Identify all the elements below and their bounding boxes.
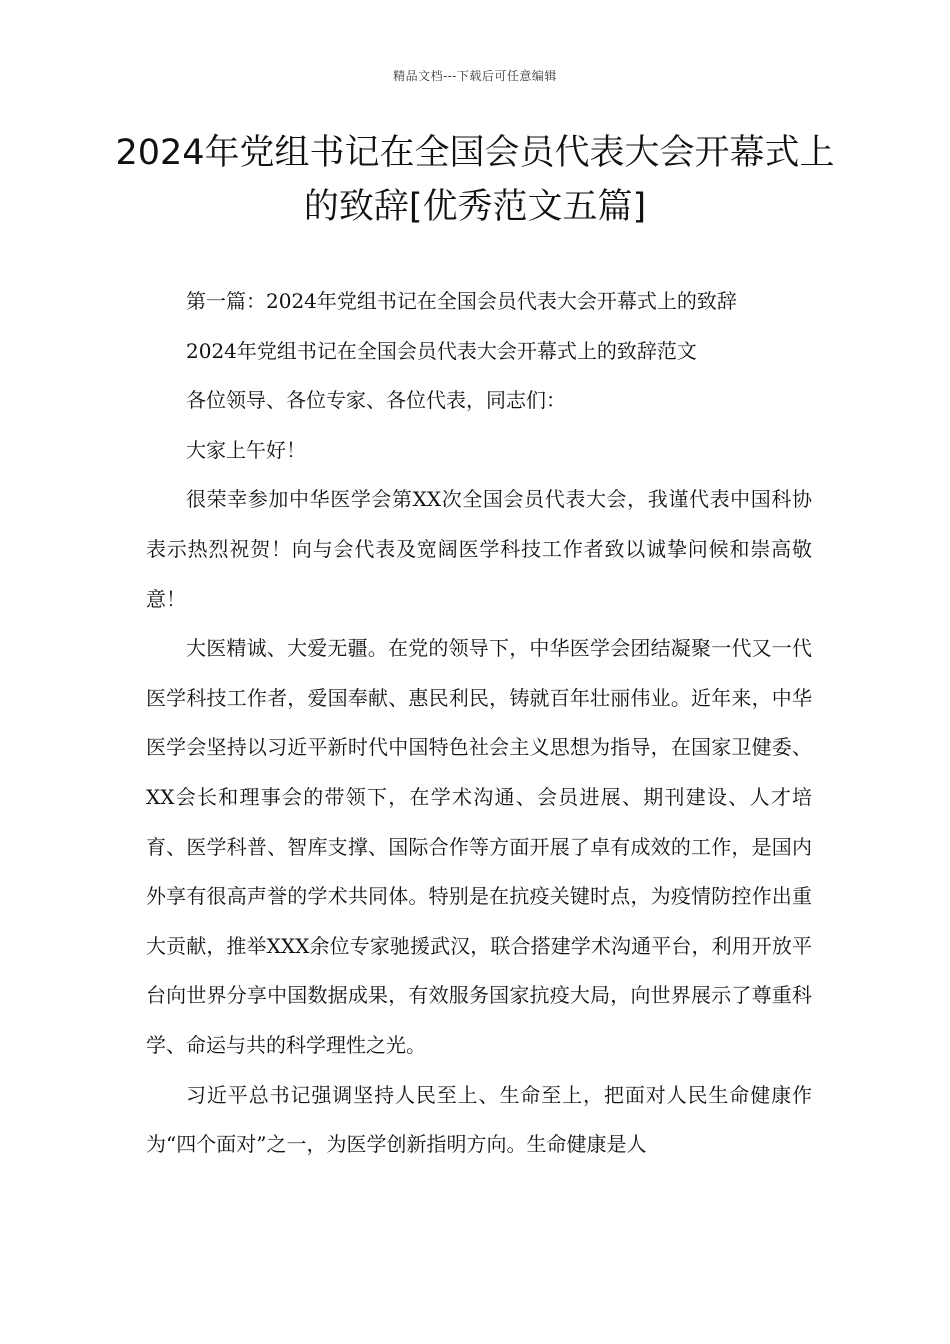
document-title: 2024年党组书记在全国会员代表大会开幕式上的致辞[优秀范文五篇] <box>115 133 835 227</box>
section-heading: 第一篇：2024年党组书记在全国会员代表大会开幕式上的致辞 <box>186 289 737 313</box>
salutation: 各位领导、各位专家、各位代表，同志们： <box>186 388 566 413</box>
document-body <box>146 277 812 1170</box>
body-paragraph: 很荣幸参加中华医学会第XX次全国会员代表大会，我谨代表中国科协表示热烈祝贺！向与会代表及宽阔医学科技工作者致以诚挚问候和崇高敬意！ <box>146 487 812 611</box>
header-note: 精品文档---下载后可任意编辑 <box>393 69 557 83</box>
greeting: 大家上午好！ <box>186 437 306 462</box>
body-paragraph: 习近平总书记强调坚持人民至上、生命至上，把面对人民生命健康作为“四个面对”之一，为医学创新指明方向。生命健康是人 <box>146 1082 812 1157</box>
body-paragraph: 大医精诚、大爱无疆。在党的领导下，中华医学会团结凝聚一代又一代医学科技工作者，爱国奉献、惠民利民，铸就百年壮丽伟业。近年来，中华医学会坚持以习近平新时代中国特色社会主义思想为指导，在国家卫健委、XX会长和理事会的带领下，在学术沟通、会员进展、期刊建设、人才培育、医学科普、智库支撑、国际合作等方面开展了卓有成效的工作，是国内外享有很高声誉的学术共同体。特别是在抗疫关键时点，为疫情防控作出重大贡献，推举XXX余位专家驰援武汉，联合搭建学术沟通平台，利用开放平台向世界分享中国数据成果，有效服务国家抗疫大局，向世界展示了尊重科学、命运与共的科学理性之光。 <box>146 636 812 1057</box>
speech-title: 2024年党组书记在全国会员代表大会开幕式上的致辞范文 <box>186 338 697 363</box>
